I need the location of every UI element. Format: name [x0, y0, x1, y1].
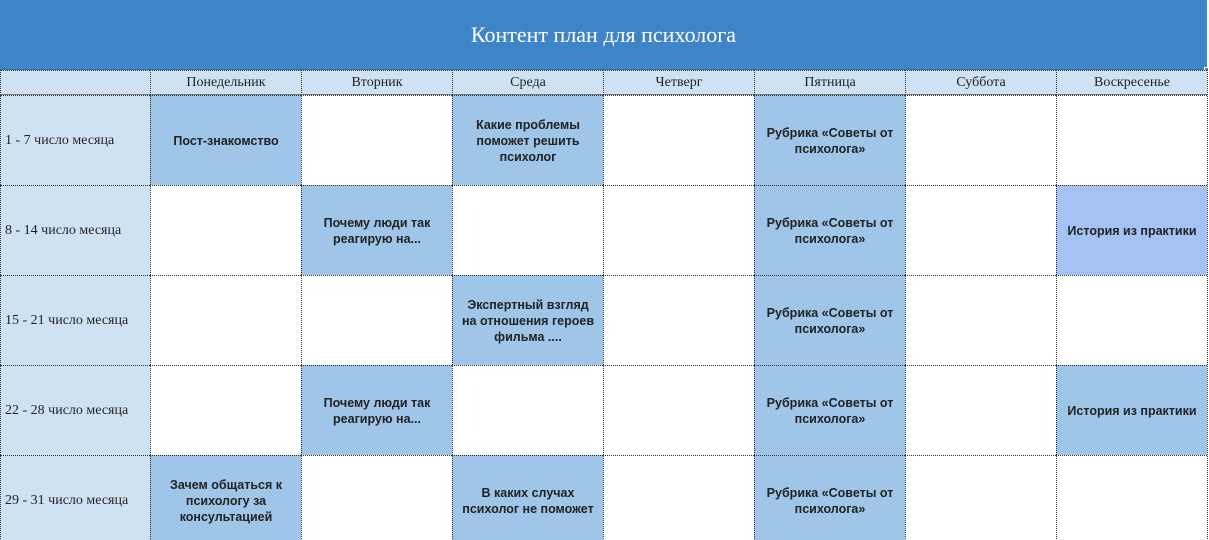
plan-cell[interactable]: Какие проблемы поможет решить психолог [452, 95, 603, 185]
plan-cell[interactable]: Рубрика «Советы от психолога» [754, 455, 905, 540]
plan-cell-empty[interactable] [452, 185, 603, 275]
plan-cell-empty[interactable] [1056, 95, 1207, 185]
plan-cell-empty[interactable] [905, 275, 1056, 365]
plan-cell-empty[interactable] [603, 365, 754, 455]
plan-cell-empty[interactable] [150, 365, 301, 455]
plan-cell-empty[interactable] [301, 95, 452, 185]
day-header-thursday[interactable]: Четверг [603, 70, 754, 95]
plan-cell-empty[interactable] [603, 455, 754, 540]
plan-cell-highlighted[interactable]: История из практики [1056, 185, 1207, 275]
plan-cell[interactable]: Рубрика «Советы от психолога» [754, 185, 905, 275]
row-label[interactable]: 15 - 21 число месяца [0, 275, 150, 365]
page-title: Контент план для психолога [470, 21, 737, 47]
plan-cell-empty[interactable] [905, 95, 1056, 185]
plan-cell-empty[interactable] [603, 275, 754, 365]
plan-cell[interactable]: Почему люди так реагирую на... [301, 185, 452, 275]
plan-cell[interactable]: Рубрика «Советы от психолога» [754, 365, 905, 455]
day-header-friday[interactable]: Пятница [754, 70, 905, 95]
plan-cell[interactable]: Зачем общаться к психологу за консультацией [150, 455, 301, 540]
plan-cell-empty[interactable] [905, 455, 1056, 540]
title-bar[interactable] [0, 0, 1207, 70]
day-header-wednesday[interactable]: Среда [452, 70, 603, 95]
day-header-monday[interactable]: Понедельник [150, 70, 301, 95]
plan-cell-empty[interactable] [301, 455, 452, 540]
plan-cell-empty[interactable] [1056, 455, 1207, 540]
row-label[interactable]: 22 - 28 число месяца [0, 365, 150, 455]
row-label[interactable]: 8 - 14 число месяца [0, 185, 150, 275]
plan-cell-empty[interactable] [603, 185, 754, 275]
plan-cell[interactable]: История из практики [1056, 365, 1207, 455]
plan-cell[interactable]: Рубрика «Советы от психолога» [754, 275, 905, 365]
row-label[interactable]: 29 - 31 число месяца [0, 455, 150, 540]
content-plan-table [0, 70, 1208, 540]
day-header-tuesday[interactable]: Вторник [301, 70, 452, 95]
plan-cell[interactable]: Пост-знакомство [150, 95, 301, 185]
plan-cell-empty[interactable] [1056, 275, 1207, 365]
plan-cell-empty[interactable] [301, 275, 452, 365]
plan-cell-empty[interactable] [150, 275, 301, 365]
row-label[interactable]: 1 - 7 число месяца [0, 95, 150, 185]
day-header-saturday[interactable]: Суббота [905, 70, 1056, 95]
day-header-sunday[interactable]: Воскресенье [1056, 70, 1207, 95]
plan-cell[interactable]: Рубрика «Советы от психолога» [754, 95, 905, 185]
plan-cell[interactable]: Экспертный взгляд на отношения героев фильма .... [452, 275, 603, 365]
plan-cell-empty[interactable] [603, 95, 754, 185]
plan-cell-empty[interactable] [905, 185, 1056, 275]
corner-cell[interactable] [0, 70, 150, 95]
plan-cell-empty[interactable] [150, 185, 301, 275]
plan-cell[interactable]: В каких случах психолог не поможет [452, 455, 603, 540]
plan-cell-empty[interactable] [905, 365, 1056, 455]
plan-cell-empty[interactable] [452, 365, 603, 455]
plan-cell[interactable]: Почему люди так реагирую на... [301, 365, 452, 455]
